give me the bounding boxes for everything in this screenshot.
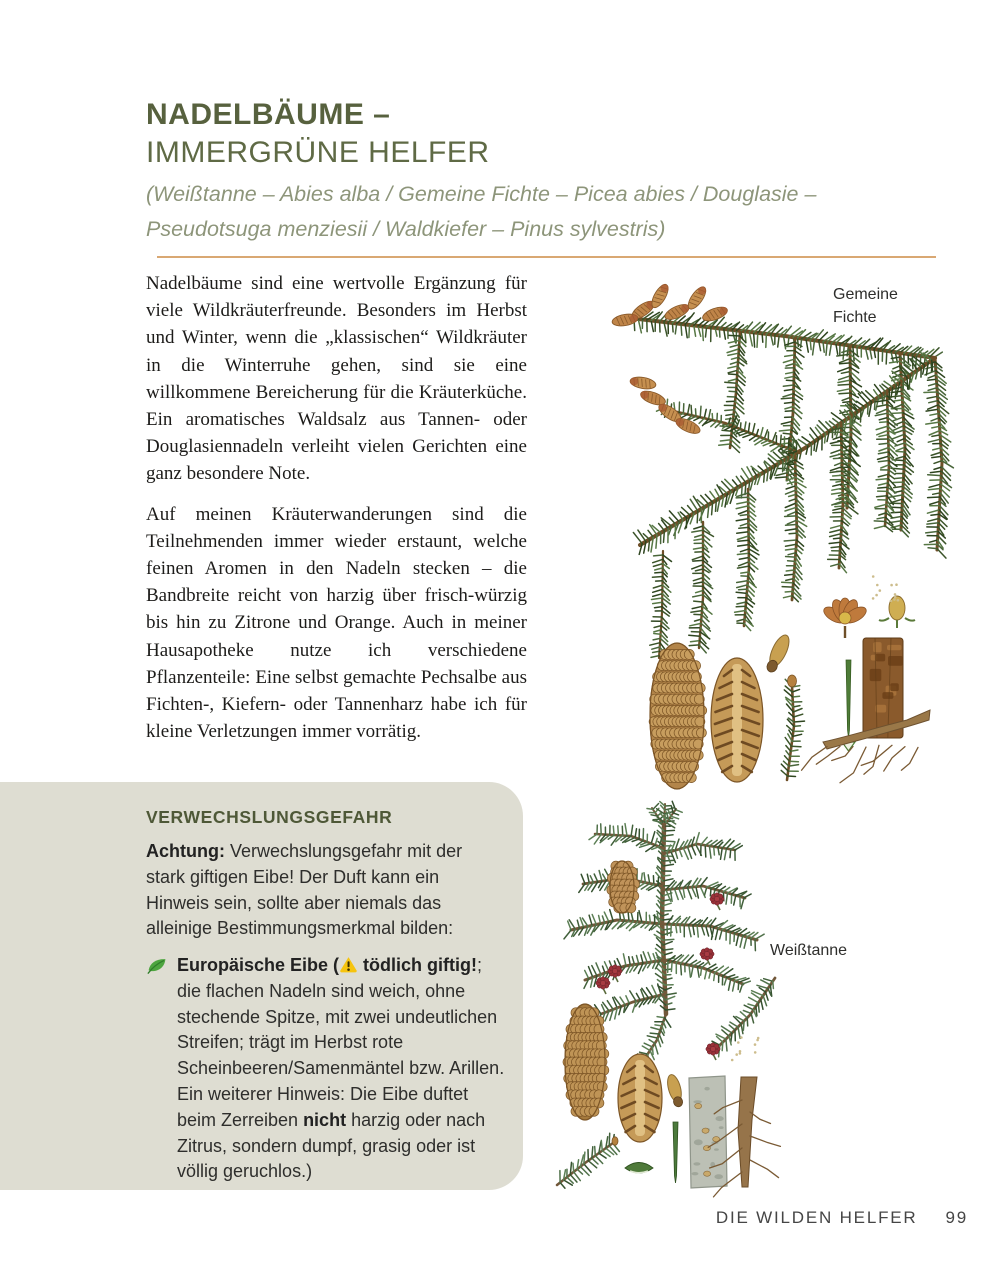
species-name-bold: Europäische Eibe (	[177, 955, 340, 975]
species-subtitle: (Weißtanne – Abies alba / Gemeine Fichte – Picea abies / Douglasie – Pseudotsuga menziesii / Waldkiefer – Pinus sylvestris)	[146, 182, 817, 241]
page-title: NADELBÄUME –	[146, 98, 391, 131]
fir-needle-cross-section	[625, 1163, 653, 1174]
fir-drawing	[545, 800, 785, 1200]
danger-bold: tödlich giftig!	[358, 955, 478, 975]
warning-bullet	[146, 953, 506, 1185]
spruce-pollen-flower	[872, 575, 915, 628]
spruce-cone-cross-section	[711, 658, 763, 782]
fir-winged-seed	[665, 1073, 685, 1108]
fir-upright-cone	[607, 861, 640, 913]
fir-needle	[673, 1122, 678, 1183]
page-number: 99	[945, 1208, 968, 1227]
spruce-tip-cones	[611, 282, 729, 436]
spruce-illustration	[555, 268, 975, 798]
fir-cone	[563, 1004, 609, 1120]
spruce-male-flower	[821, 597, 869, 638]
intro-paragraph-1: Nadelbäume sind eine wertvolle Ergänzung für viele Wildkräuterfreunde. Besonders im Herbst und Winter, wenn die „klassischen“ Wildkräuter in die Winterruhe gehen, sind sie eine willkommene Bereicherung für die Kräuterküche. Ein aromatisches Waldsalz aus Tannen- oder Douglasiennadeln verleiht vielen Gerichten eine ganz besondere Note.	[146, 273, 527, 485]
achtung-label: Achtung:	[146, 841, 225, 861]
fir-cone-cross-section	[618, 1054, 662, 1142]
page-footer	[716, 1208, 968, 1228]
warning-intro: Achtung: Verwechslungsgefahr mit der stark giftigen Eibe! Der Duft kann ein Hinweis sein, sollte aber niemals das alleinige Bestimmungsmerkmal bilden:	[146, 841, 463, 939]
leaf-icon	[146, 956, 168, 976]
warning-triangle-icon	[339, 956, 358, 973]
spruce-winged-seed	[763, 632, 793, 674]
page-subtitle-line: IMMERGRÜNE HELFER	[146, 136, 490, 169]
warning-box-heading: VERWECHSLUNGSGEFAHR	[146, 807, 393, 827]
nicht-bold: nicht	[303, 1109, 347, 1130]
spruce-twig-bud	[781, 675, 804, 780]
footer-section-title: DIE WILDEN HELFER	[715, 1208, 918, 1227]
spruce-cone	[649, 643, 707, 789]
fir-gray-bark	[689, 1076, 727, 1188]
warning-box	[0, 782, 523, 1190]
bullet-text: Europäische Eibe ( tödlich giftig!; die flachen Nadeln sind weich, ohne stechende Spitze, mit zwei undeutlichen Streifen; trägt im Herbst rote Scheinbeeren/Samenmäntel bzw. Arillen. Ein weiterer Hinweis: Die Eibe duftet beim Zerreiben nicht harzig oder nach Zitrus, sondern dumpf, grasig oder ist völlig geruchlos.)	[177, 955, 505, 1182]
divider-rule	[157, 256, 936, 258]
spruce-label: Gemeine Fichte	[833, 286, 898, 326]
spruce-drawing	[555, 268, 975, 798]
fir-label: Weißtanne	[770, 942, 848, 959]
intro-paragraph-2: Auf meinen Kräuterwanderungen sind die Teilnehmenden immer wieder erstaunt, welche feinen Aromen in den Nadeln stecken – die Bandbreite reicht von harzig über frisch-würzig bis hin zu Zitrone und Orange. Auch in meiner Hausapotheke nutze ich verschiedene Pflanzenteile: Eine selbst gemachte Pechsalbe aus Fichten-, Kiefern- oder Tannenharz habe ich für kleine Verletzungen immer vorrätig.	[146, 503, 527, 743]
chapter-header	[146, 96, 946, 266]
intro-text	[146, 270, 527, 758]
fir-illustration	[545, 800, 785, 1200]
